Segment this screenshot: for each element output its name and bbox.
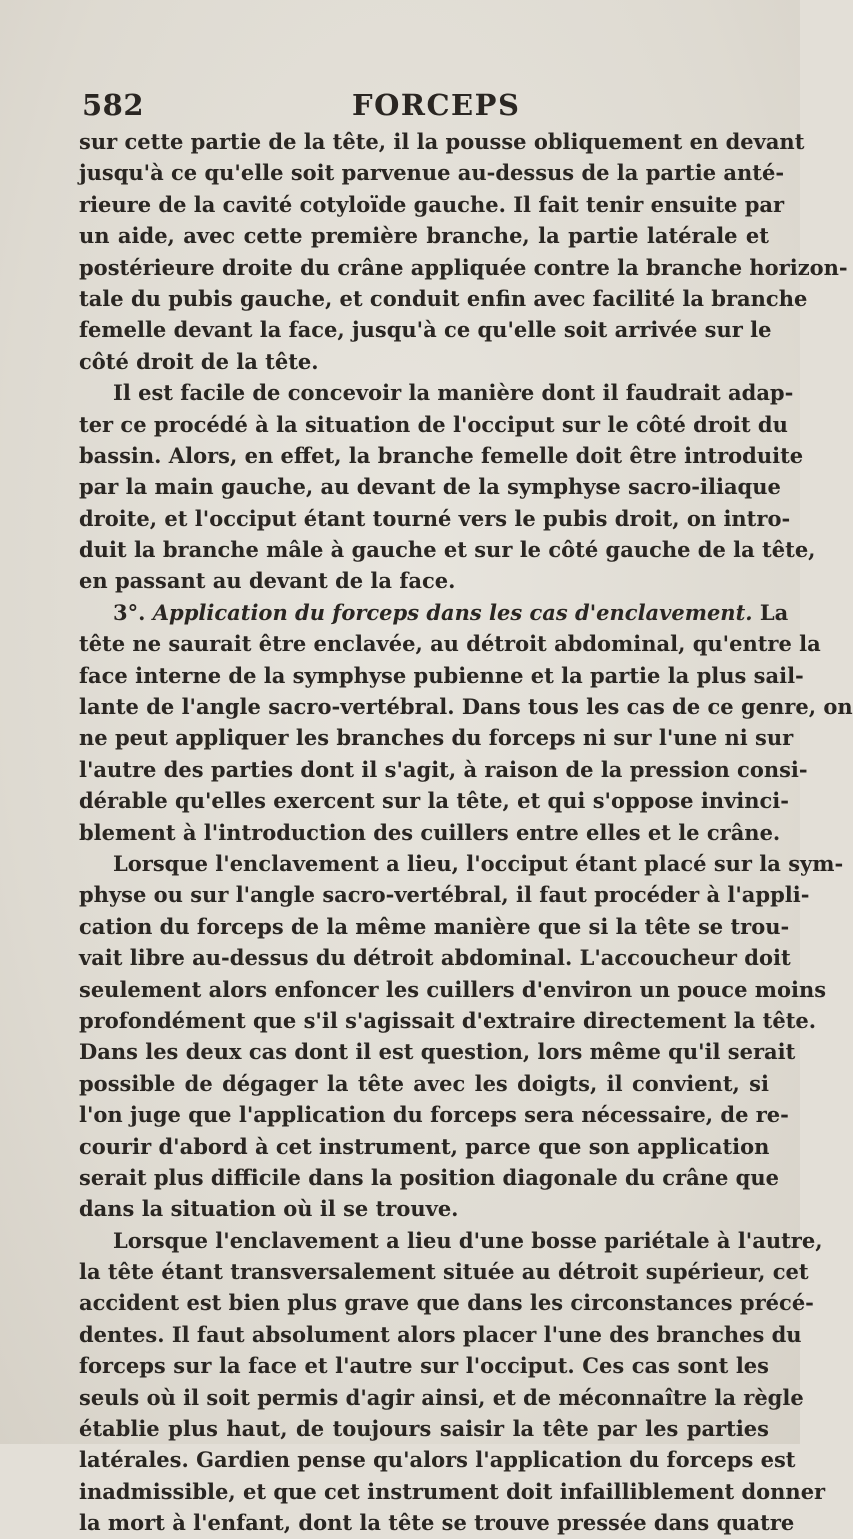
text-line: Il est facile de concevoir la manière dont il faudrait adap- bbox=[113, 380, 794, 406]
text-line: par la main gauche, au devant de la symphyse sacro-iliaque bbox=[79, 474, 781, 500]
text-line: établie plus haut, de toujours saisir la tête par les parties bbox=[79, 1416, 769, 1442]
page-number: 582 bbox=[82, 88, 145, 122]
text-line: dérable qu'elles exercent sur la tête, et qui s'oppose invinci- bbox=[79, 788, 789, 814]
text-line: blement à l'introduction des cuillers entre elles et le crâne. bbox=[79, 819, 781, 845]
text-line: ne peut appliquer les branches du forceps ni sur l'une ni sur bbox=[79, 725, 794, 751]
text-line: bassin. Alors, en effet, la branche femelle doit être introduite bbox=[79, 442, 804, 468]
text-line: côté droit de la tête. bbox=[79, 348, 319, 374]
section-title: Application du forceps dans les cas d'enclavement. bbox=[152, 599, 753, 625]
text-line: physe ou sur l'angle sacro-vertébral, il faut procéder à l'appli- bbox=[79, 882, 810, 908]
text-line: l'autre des parties dont il s'agit, à raison de la pression consi- bbox=[79, 756, 808, 782]
text-line: tale du pubis gauche, et conduit enfin avec facilité la branche bbox=[79, 285, 808, 311]
text-line: Lorsque l'enclavement a lieu, l'occiput étant placé sur la sym- bbox=[113, 850, 844, 876]
text-line: rieure de la cavité cotyloïde gauche. Il fait tenir ensuite par bbox=[79, 191, 785, 217]
text-line: inadmissible, et que cet instrument doit infailliblement donner bbox=[79, 1478, 826, 1504]
text-line: seuls où il soit permis d'agir ainsi, et de méconnaître la règle bbox=[79, 1384, 804, 1410]
text-line: accident est bien plus grave que dans les circonstances précé- bbox=[79, 1290, 814, 1316]
text-line: duit la branche mâle à gauche et sur le côté gauche de la tête, bbox=[79, 537, 816, 563]
text-line: face interne de la symphyse pubienne et la partie la plus sail- bbox=[79, 662, 804, 688]
text-line: possible de dégager la tête avec les doigts, il convient, si bbox=[79, 1070, 769, 1096]
text-line: serait plus difficile dans la position diagonale du crâne que bbox=[79, 1164, 779, 1190]
text-line: en passant au devant de la face. bbox=[79, 568, 456, 594]
text-line: dentes. Il faut absolument alors placer l'une des branches du bbox=[79, 1321, 802, 1347]
text-line: jusqu'à ce qu'elle soit parvenue au-dessus de la partie anté- bbox=[79, 160, 785, 186]
text-line: la mort à l'enfant, dont la tête se trouve pressée dans quatre bbox=[79, 1510, 795, 1536]
text-line: courir d'abord à cet instrument, parce que son application bbox=[79, 1133, 770, 1159]
text-line: sur cette partie de la tête, il la pousse obliquement en devant bbox=[79, 129, 805, 154]
text-line: latérales. Gardien pense qu'alors l'application du forceps est bbox=[79, 1447, 796, 1473]
text-line: postérieure droite du crâne appliquée contre la branche horizon- bbox=[79, 254, 848, 280]
text-line: lante de l'angle sacro-vertébral. Dans tous les cas de ce genre, on bbox=[79, 694, 853, 720]
text-line: tête ne saurait être enclavée, au détroit abdominal, qu'entre la bbox=[79, 631, 821, 657]
text-line: Lorsque l'enclavement a lieu d'une bosse pariétale à l'autre, bbox=[113, 1227, 823, 1253]
text-line: un aide, avec cette première branche, la partie latérale et bbox=[79, 223, 769, 249]
text-line: dans la situation où il se trouve. bbox=[79, 1196, 459, 1222]
section-heading-end: La bbox=[759, 599, 789, 625]
text-line: profondément que s'il s'agissait d'extraire directement la tête. bbox=[79, 1007, 817, 1033]
text-line: la tête étant transversalement située au détroit supérieur, cet bbox=[79, 1259, 809, 1285]
section-number: 3°. bbox=[113, 599, 146, 625]
text-line: l'on juge que l'application du forceps sera nécessaire, de re- bbox=[79, 1102, 789, 1128]
text-line: cation du forceps de la même manière que si la tête se trou- bbox=[79, 913, 790, 939]
text-line: femelle devant la face, jusqu'à ce qu'elle soit arrivée sur le bbox=[79, 317, 772, 343]
text-line: seulement alors enfoncer les cuillers d'environ un pouce moins bbox=[79, 976, 827, 1002]
text-line: droite, et l'occiput étant tourné vers le pubis droit, on intro- bbox=[79, 505, 791, 531]
page-header bbox=[82, 88, 762, 128]
section-heading-line bbox=[79, 597, 789, 628]
body-text bbox=[79, 126, 853, 1539]
text-line: ter ce procédé à la situation de l'occiput sur le côté droit du bbox=[79, 411, 788, 437]
text-line: vait libre au-dessus du détroit abdominal. L'accoucheur doit bbox=[79, 945, 791, 971]
text-line: Dans les deux cas dont il est question, lors même qu'il serait bbox=[79, 1039, 796, 1065]
text-line: forceps sur la face et l'autre sur l'occiput. Ces cas sont les bbox=[79, 1353, 769, 1379]
running-head: FORCEPS bbox=[352, 88, 521, 122]
